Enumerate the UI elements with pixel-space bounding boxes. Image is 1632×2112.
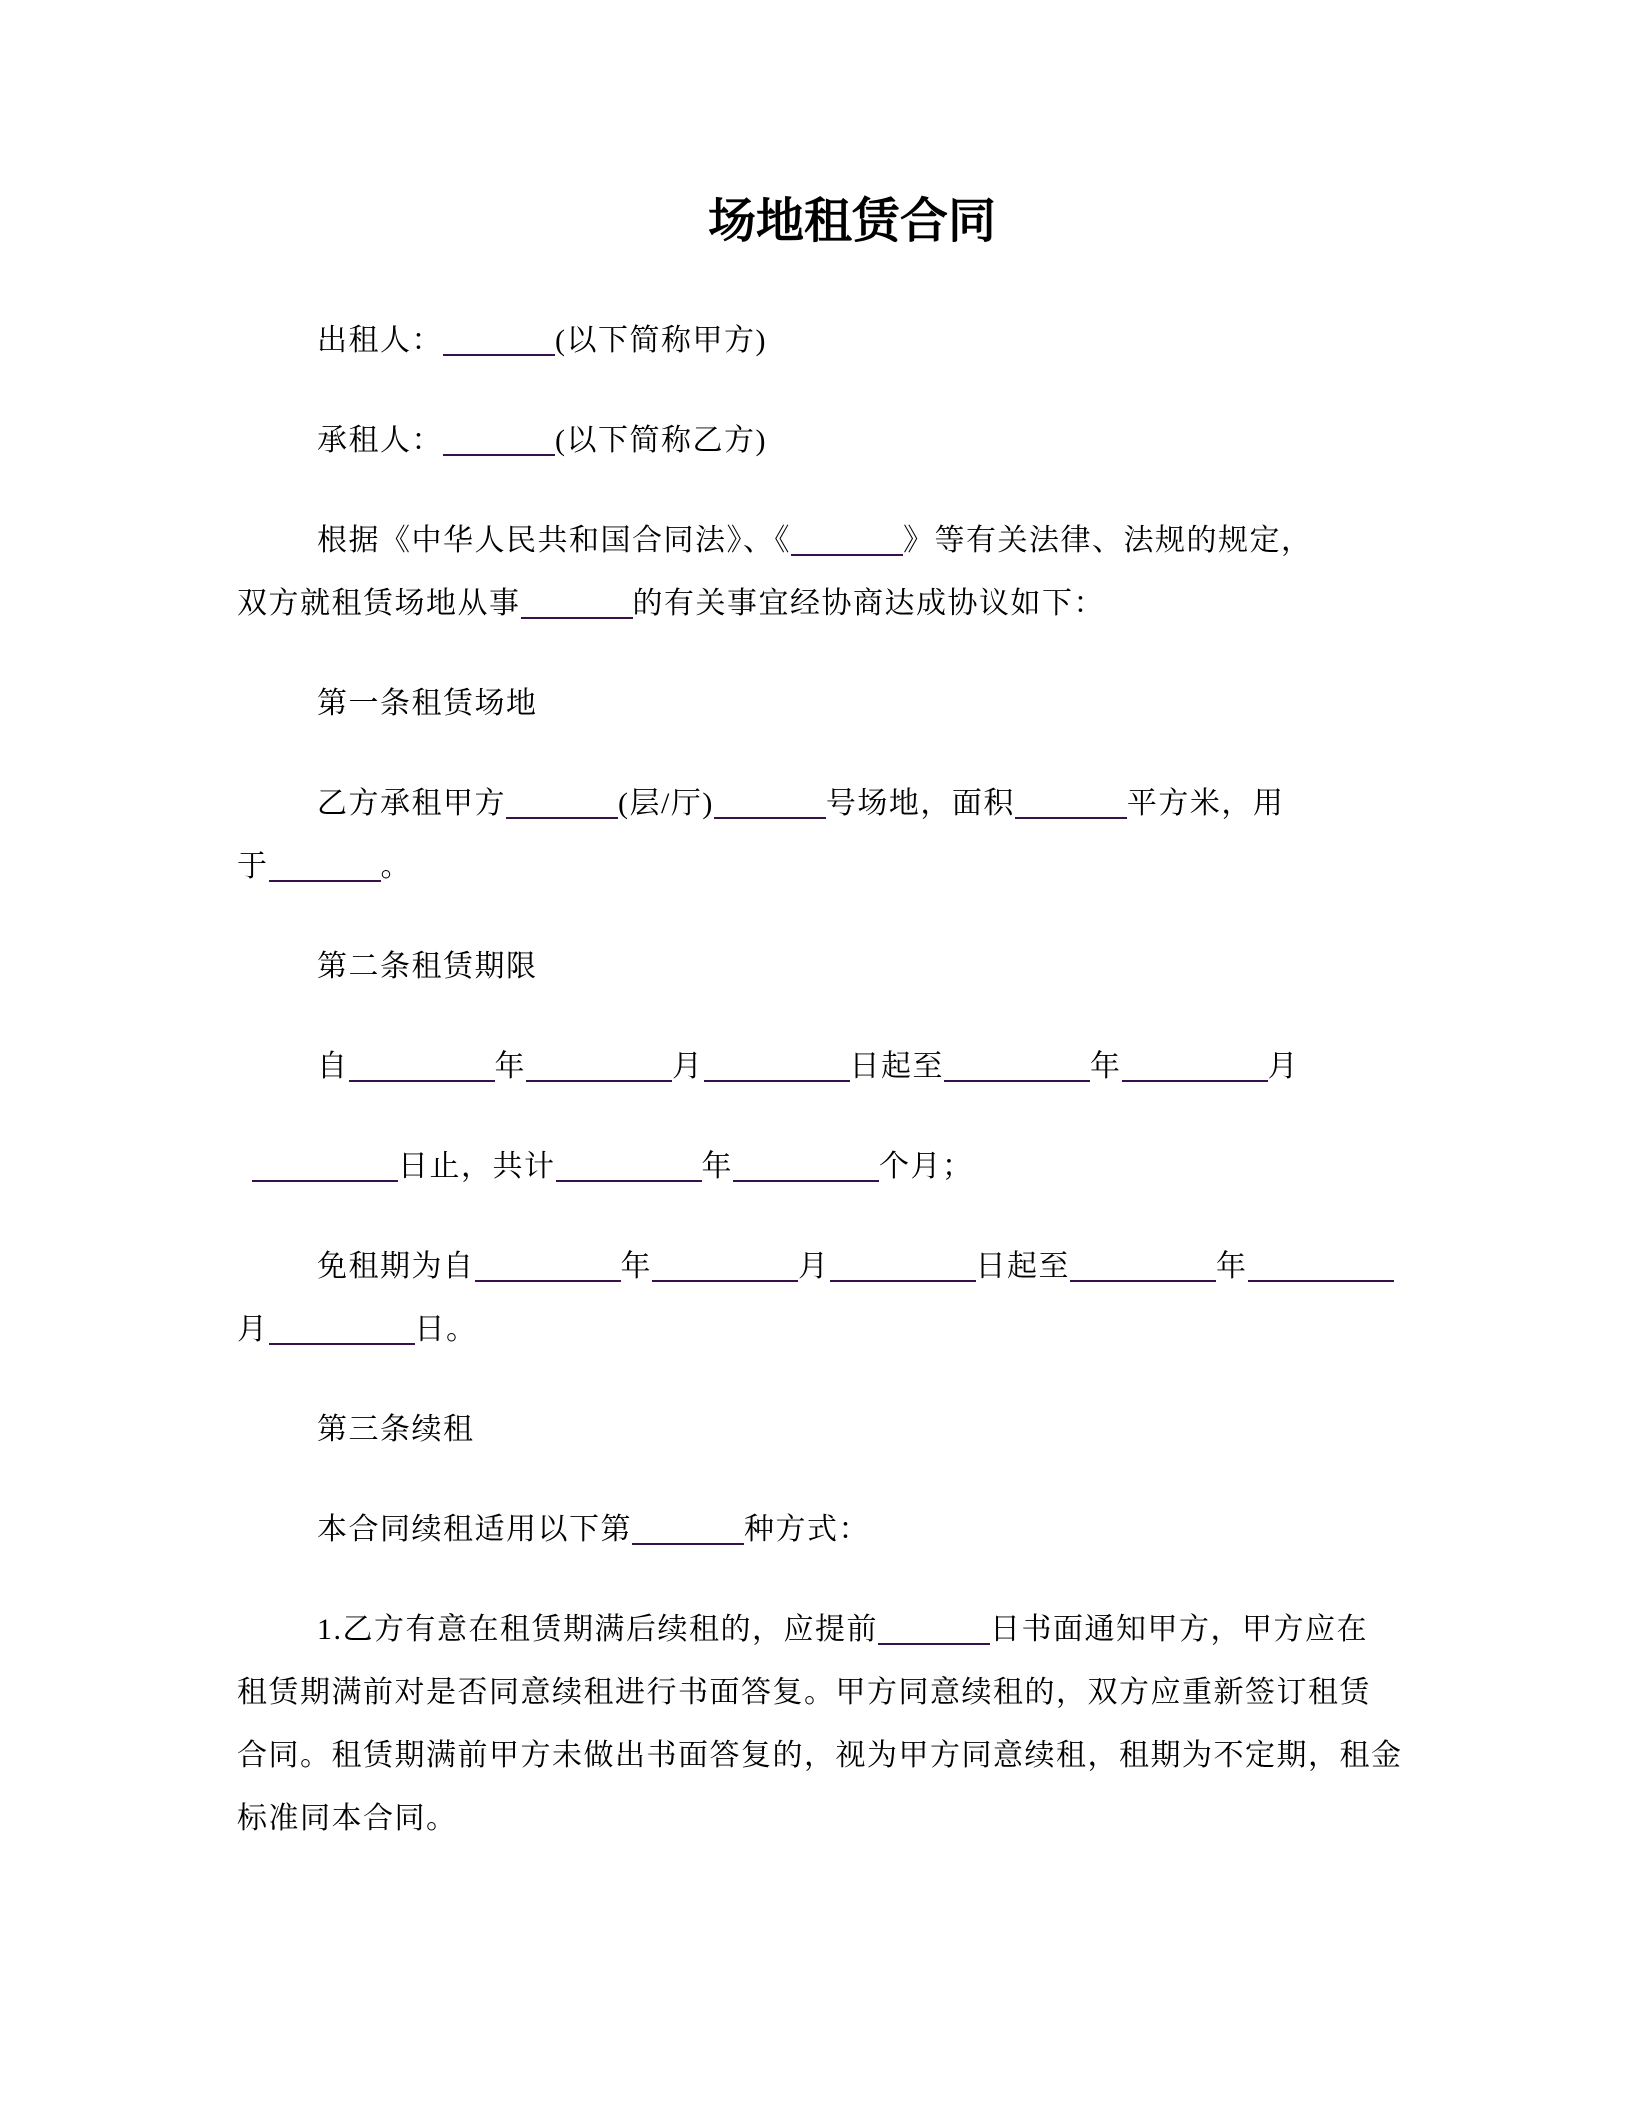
rent-free-period-line-1: 免租期为自 年 月 日起至 年: [237, 1235, 1397, 1298]
fill-in-blank[interactable]: [878, 1639, 990, 1645]
preamble: [237, 509, 1397, 635]
lease-term-line-2: [237, 1135, 1397, 1198]
renewal-method-line-line-1: 本合同续租适用以下第 种方式：: [317, 1513, 870, 1546]
fill-in-blank[interactable]: [714, 813, 826, 819]
document-title: 场地租赁合同: [707, 195, 996, 248]
fill-in-blank[interactable]: [791, 550, 903, 556]
lease-term-line-2-line-1: 日止，共计 年 个月；: [237, 1135, 1397, 1198]
renewal-clause-1: [237, 1598, 1403, 1850]
fill-in-blank[interactable]: [269, 1339, 415, 1345]
article-3-heading: [237, 1398, 1397, 1461]
renewal-clause-1-line-4: 标准同本合同。: [237, 1802, 458, 1835]
lease-term-line-1: [237, 1035, 1397, 1098]
fill-in-blank[interactable]: [252, 1176, 398, 1182]
lease-term-line-1-line-1: 自 年 月 日起至 年 月: [317, 1050, 1299, 1083]
article-1-body-line-1: 乙方承租甲方 (层/厅) 号场地，面积 平方米，用: [317, 787, 1285, 820]
fill-in-blank[interactable]: [443, 450, 555, 456]
rent-free-period-line-2: 月 日。: [237, 1313, 478, 1346]
article-2-heading-line-1: 第二条租赁期限: [317, 950, 538, 983]
fill-in-blank[interactable]: [526, 1076, 672, 1082]
fill-in-blank[interactable]: [1015, 813, 1127, 819]
fill-in-blank[interactable]: [443, 350, 555, 356]
renewal-clause-1-line-1: 1.乙方有意在租赁期满后续租的，应提前 日书面通知甲方，甲方应在: [317, 1613, 1368, 1646]
fill-in-blank[interactable]: [733, 1176, 879, 1182]
article-1-heading: [237, 672, 1397, 735]
lessor-line-line-1: 出租人： (以下简称甲方): [317, 324, 767, 357]
fill-in-blank[interactable]: [269, 876, 381, 882]
fill-in-blank[interactable]: [944, 1076, 1090, 1082]
fill-in-blank[interactable]: [506, 813, 618, 819]
fill-in-blank[interactable]: [475, 1276, 621, 1282]
rent-free-period: [237, 1235, 1397, 1361]
fill-in-blank[interactable]: [632, 1539, 744, 1545]
fill-in-blank[interactable]: [830, 1276, 976, 1282]
renewal-clause-1-line-2: 租赁期满前对是否同意续租进行书面答复。甲方同意续租的，双方应重新签订租赁: [237, 1676, 1371, 1709]
fill-in-blank[interactable]: [704, 1076, 850, 1082]
preamble-line-1: 根据《中华人民共和国合同法》、《 》等有关法律、法规的规定，: [317, 524, 1313, 557]
lessee-line: [237, 409, 1397, 472]
renewal-method-line: [237, 1498, 1397, 1561]
fill-in-blank[interactable]: [556, 1176, 702, 1182]
fill-in-blank[interactable]: [1070, 1276, 1216, 1282]
fill-in-blank[interactable]: [1122, 1076, 1268, 1082]
article-1-body: [237, 772, 1397, 898]
fill-in-blank[interactable]: [521, 613, 633, 619]
fill-in-blank[interactable]: [1248, 1276, 1394, 1282]
fill-in-blank[interactable]: [349, 1076, 495, 1082]
article-1-heading-line-1: 第一条租赁场地: [317, 687, 538, 720]
article-3-heading-line-1: 第三条续租: [317, 1413, 475, 1446]
lessee-line-line-1: 承租人： (以下简称乙方): [317, 424, 767, 457]
renewal-clause-1-line-3: 合同。租赁期满前甲方未做出书面答复的，视为甲方同意续租，租期为不定期，租金: [237, 1739, 1403, 1772]
preamble-line-2: 双方就租赁场地从事 的有关事宜经协商达成协议如下：: [237, 587, 1105, 620]
lessor-line: [237, 309, 1397, 372]
article-1-body-line-2: 于 。: [237, 850, 412, 883]
document-body: [237, 309, 1403, 1850]
fill-in-blank[interactable]: [652, 1276, 798, 1282]
article-2-heading: [237, 935, 1397, 998]
